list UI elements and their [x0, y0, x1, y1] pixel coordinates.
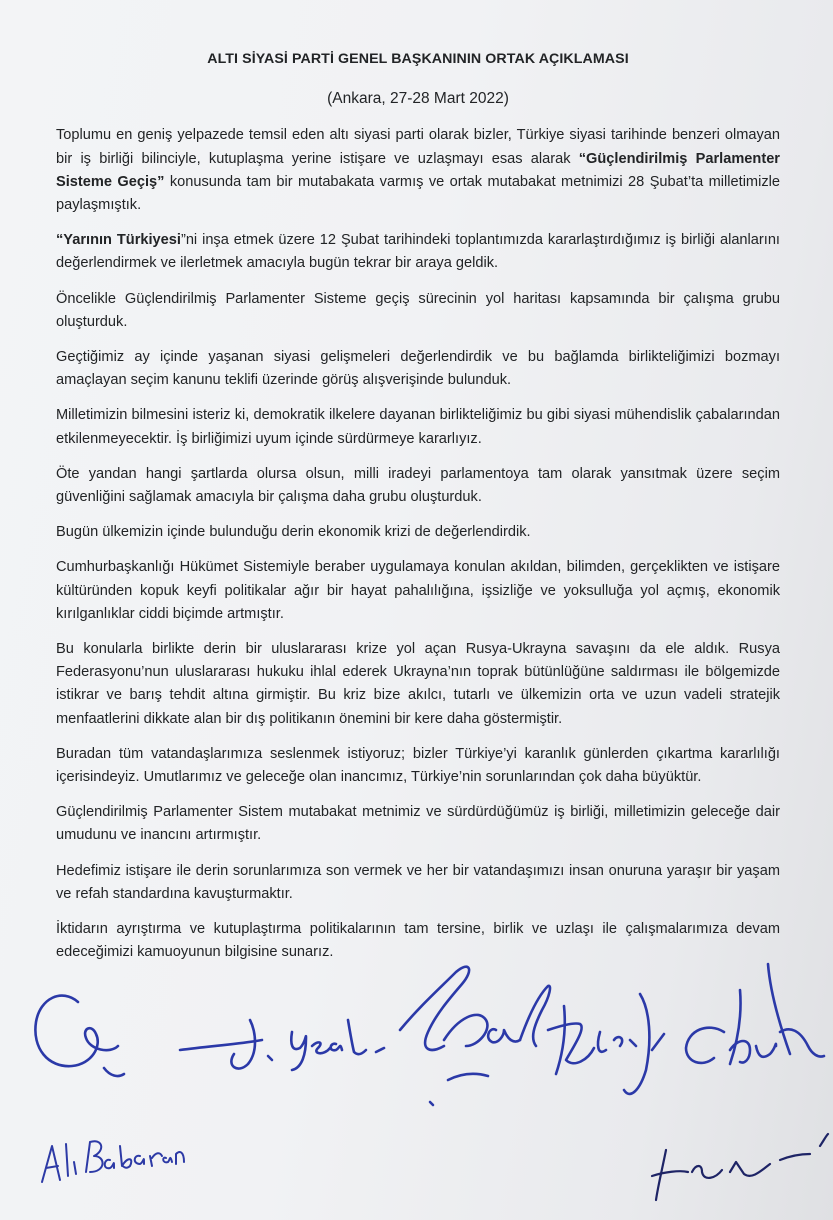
paragraph-3: Öncelikle Güçlendirilmiş Parlamenter Sisteme geçiş sürecinin yol haritası kapsamında bir çalışma grubu oluşturduk. — [56, 290, 780, 330]
signature-5 — [686, 964, 824, 1064]
paragraph-1: Toplumu en geniş yelpazede temsil eden altı siyasi parti olarak bizler, Türkiye siyasi tarihinde benzeri olmayan bir iş birliği bilinciyle, kutuplaşma yerine istişare ve uzlaşmayı esas alarak “Güçlendirilmiş Parlamenter Sisteme Geçiş” konusunda tam bir mutabakata varmış ve ortak mutabakat metnimizi 28 Şubat’ta milletimizle paylaşmıştık. — [56, 127, 780, 214]
signature-3 — [400, 967, 550, 1105]
paragraph-8: Cumhurbaşkanlığı Hükümet Sistemiyle beraber uygulamaya konulan akıldan, bilimden, gerçeklikten ve istişare kültüründen kopuk keyfi politikalar ağır bir hayat pahalılığına, işsizliğe ve yoksulluğa yol açmış, ekonomik kırılganlıklar ciddi biçimde artmıştır. — [56, 559, 780, 622]
signature-1 — [35, 996, 184, 1182]
signature-area — [0, 950, 833, 1220]
emphasis-text: “Yarının Türkiyesi — [56, 232, 181, 249]
paragraph-10: Buradan tüm vatandaşlarımıza seslenmek istiyoruz; bizler Türkiye’yi karanlık günlerden çıkartma kararlılığı içerisindeyiz. Umutlarımız ve geleceğe olan inancımız, Türkiye’nin sorunlarından çok daha büyüktür. — [56, 745, 780, 786]
paragraph-6: Öte yandan hangi şartlarda olursa olsun, milli iradeyi parlamentoya tam olarak yansıtmak üzere seçim güvenliğini sağlamak amacıyla bir çalışma daha grubu oluşturduk. — [56, 465, 780, 506]
signature-4 — [548, 994, 664, 1094]
signature-2 — [180, 1020, 384, 1070]
paragraph-13: İktidarın ayrıştırma ve kutuplaştırma politikalarının tam tersine, birlik ve uzlaşı ile çalışmalarımıza devam edeceğimizi kamuoyunun bilgisine sunarız. — [56, 921, 780, 961]
emphasis-text: “Güçlendirilmiş Parlamenter Sisteme Geçiş” — [56, 150, 780, 190]
paragraph-5: Milletimizin bilmesini isteriz ki, demokratik ilkelere dayanan birlikteliğimiz bu gibi siyasi mühendislik çabalarından etkilenmeyecektir. İş birliğimizi uyum içinde sürdürmeye kararlıyız. — [56, 407, 780, 447]
paragraph-11: Güçlendirilmiş Parlamenter Sistem mutabakat metnimiz ve sürdürdüğümüz iş birliği, milletimizin geleceğe dair umudunu ve inancını artırmıştır. — [56, 804, 780, 844]
paragraph-7: Bugün ülkemizin içinde bulunduğu derin ekonomik krizi de değerlendirdik. — [56, 524, 531, 541]
document-title: ALTI SİYASİ PARTİ GENEL BAŞKANININ ORTAK AÇIKLAMASI — [207, 51, 629, 67]
paragraph-4: Geçtiğimiz ay içinde yaşanan siyasi gelişmeleri değerlendirdik ve bu bağlamda birlikteliğimizi bozmayı amaçlayan seçim kanunu teklifi üzerinde görüş alışverişinde bulunduk. — [56, 349, 780, 389]
paragraph-9: Bu konularla birlikte derin bir uluslararası krize yol açan Rusya-Ukrayna savaşını da ele aldık. Rusya Federasyonu’nun uluslararası hukuku ihlal ederek Ukrayna’nın toprak bütünlüğüne saldırması ile bölgemizde istikrar ve barış tehdit altına girmiştir. Bu kriz bize akılcı, tutarlı ve ülkemizin orta ve uzun vadeli stratejik menfaatlerini dikkate alan bir dış politikanın önemini bir kere daha göstermiştir. — [56, 641, 780, 727]
signature-6 — [652, 1134, 828, 1200]
document-date-location: (Ankara, 27-28 Mart 2022) — [327, 90, 509, 108]
paragraph-12: Hedefimiz istişare ile derin sorunlarımıza son vermek ve her bir vatandaşımızı insan onuruna yaraşır bir yaşam ve refah standardına kavuşturmaktır. — [56, 862, 780, 902]
signatures-drawing — [0, 950, 833, 1220]
statement-body — [56, 40, 780, 977]
paragraph-2: “Yarının Türkiyesi”ni inşa etmek üzere 12 Şubat tarihindeki toplantımızda kararlaştırdığımız iş birliği alanlarını değerlendirmek ve ilerletmek amacıyla bugün tekrar bir araya geldik. — [56, 232, 780, 272]
